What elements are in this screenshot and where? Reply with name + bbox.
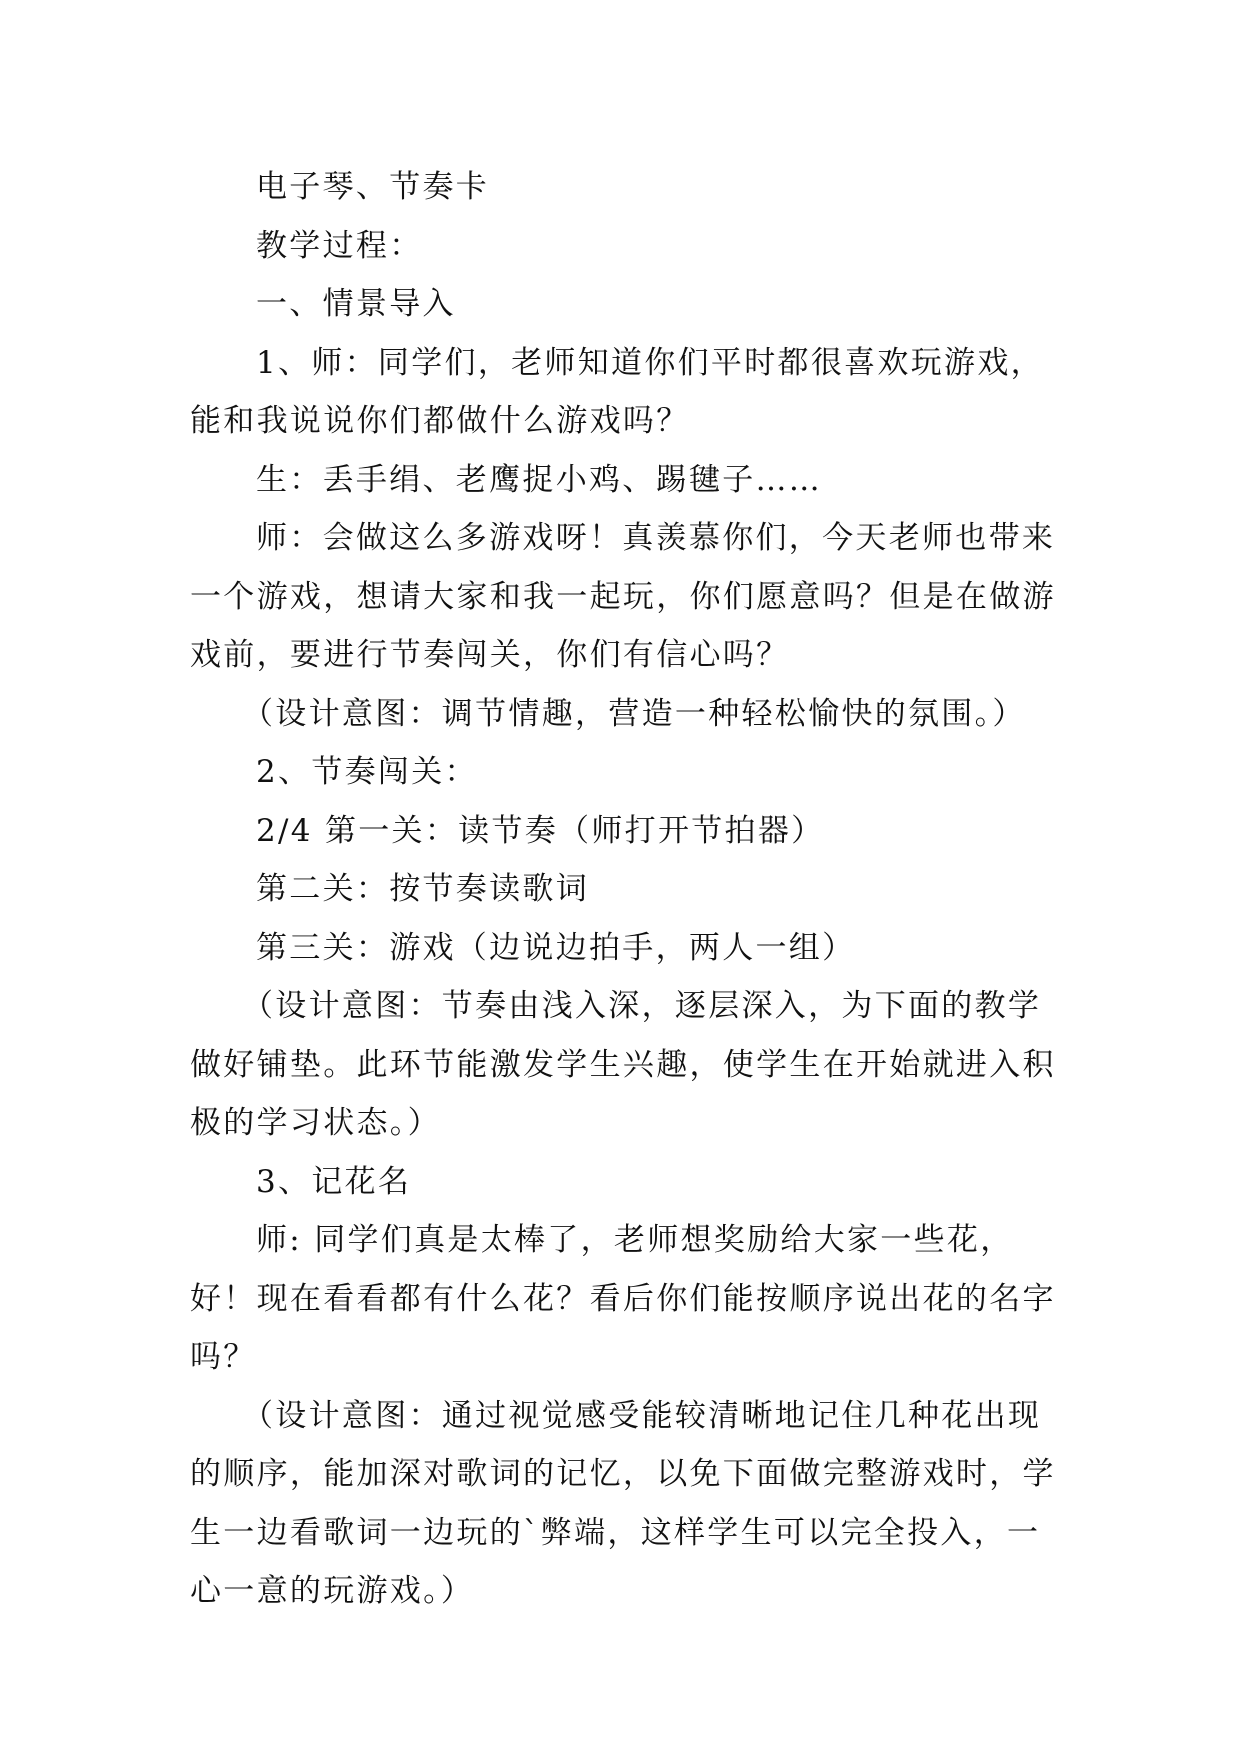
paragraph-design-intent-1: （设计意图：调节情趣，营造一种轻松愉快的氛围。）: [242, 695, 1026, 732]
paragraph-design-intent-3: （设计意图：通过视觉感受能较清晰地记住几种花出现的顺序，能加深对歌词的记忆，以免下面做完整游戏时，学生一边看歌词一边玩的`弊端，这样学生可以完全投入，一心一意的玩游戏。）: [190, 1397, 1056, 1609]
paragraph-design-intent-2: （设计意图：节奏由浅入深，逐层深入，为下面的教学做好铺垫。此环节能激发学生兴趣，使学生在开始就进入积极的学习状态。）: [190, 988, 1056, 1141]
paragraph-level-three: 第三关：游戏（边说边拍手，两人一组）: [256, 929, 856, 966]
paragraph-teaching-process: 教学过程：: [256, 227, 423, 264]
paragraph-level-two: 第二关：按节奏读歌词: [256, 871, 589, 907]
paragraph-level-one: 2/4 第一关：读节奏（师打开节拍器）: [256, 812, 825, 849]
heading-scene-intro: 一、情景导入: [256, 286, 456, 322]
paragraph-student-answer: 生：丢手绢、老鹰捉小鸡、踢毽子……: [256, 461, 823, 498]
paragraph-materials: 电子琴、节奏卡: [256, 169, 490, 205]
paragraph-teacher-flowers: 师: 同学们真是太棒了，老师想奖励给大家一些花，好！现在看看都有什么花？看后你们能按顺序说出花的名字吗？: [190, 1222, 1056, 1375]
heading-rhythm-challenge: 2、节奏闯关：: [256, 754, 478, 790]
heading-flower-names: 3、记花名: [256, 1163, 412, 1200]
paragraph-teacher-game: 师：会做这么多游戏呀！真羡慕你们，今天老师也带来一个游戏，想请大家和我一起玩，你们愿意吗？但是在做游戏前，要进行节奏闯关，你们有信心吗？: [190, 520, 1056, 673]
document-body: [190, 158, 1060, 1621]
paragraph-teacher-question: 1、师：同学们，老师知道你们平时都很喜欢玩游戏，能和我说说你们都做什么游戏吗？: [190, 344, 1044, 439]
